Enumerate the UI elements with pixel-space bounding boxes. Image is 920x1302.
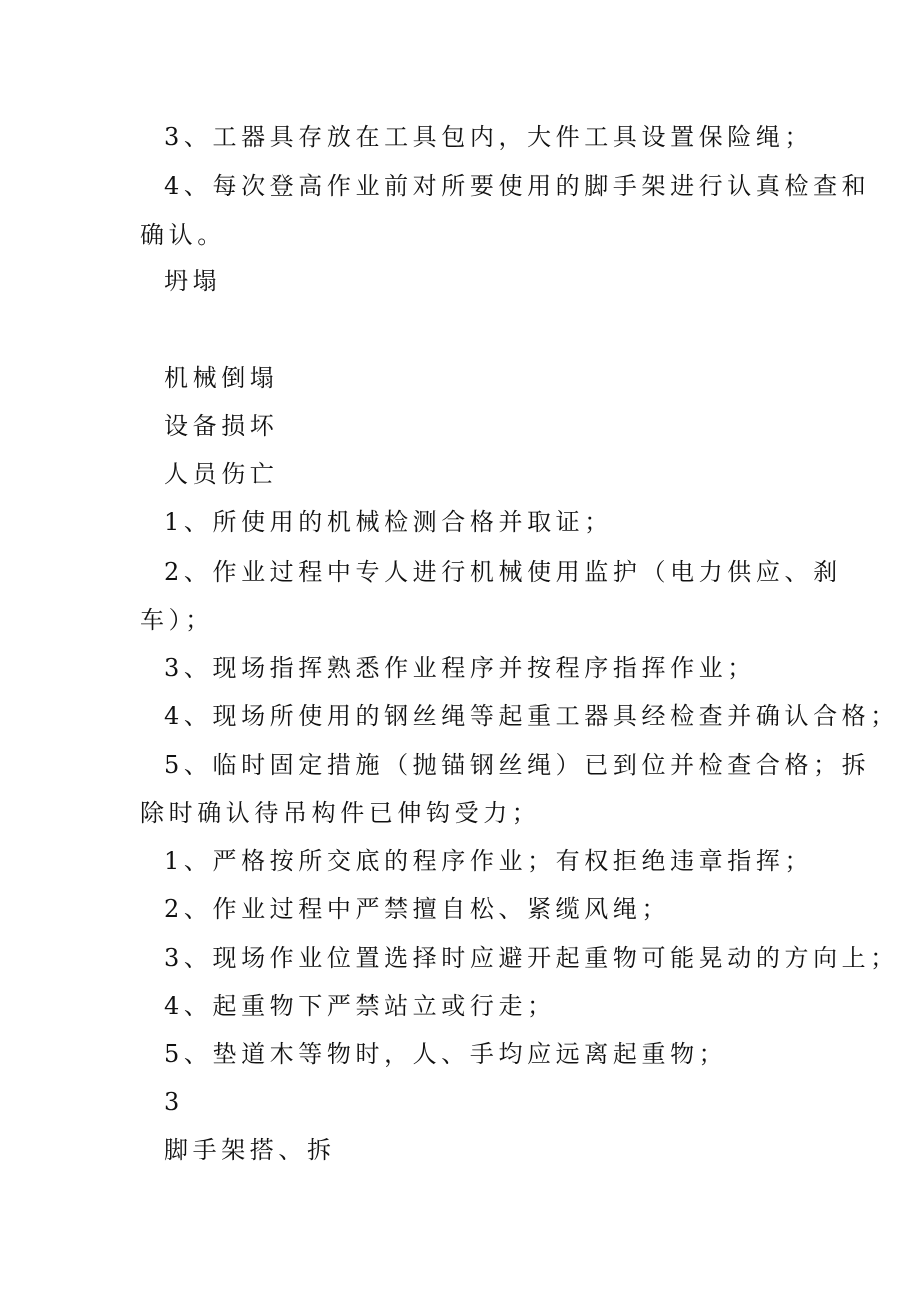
control-line-5: 5、临时固定措施（抛锚钢丝绳）已到位并检查合格；拆 (164, 751, 871, 779)
section-heading-collapse: 坍塌 (164, 267, 222, 295)
control-line-4: 4、现场所使用的钢丝绳等起重工器具经检查并确认合格； (164, 702, 899, 730)
hazard-item-3: 人员伤亡 (164, 460, 279, 488)
measure-line-2: 4、每次登高作业前对所要使用的脚手架进行认真检查和 (164, 172, 871, 200)
control-line-1: 1、所使用的机械检测合格并取证； (164, 508, 613, 536)
control-line-2: 2、作业过程中专人进行机械使用监护（电力供应、刹 (164, 558, 842, 586)
control-line-2-cont: 车）； (140, 606, 214, 634)
measure-line-2-cont: 确认。 (140, 221, 226, 249)
protect-line-4: 4、起重物下严禁站立或行走； (164, 992, 556, 1020)
protect-line-1: 1、严格按所交底的程序作业；有权拒绝违章指挥； (164, 847, 814, 875)
hazard-item-2: 设备损坏 (164, 412, 279, 440)
protect-line-5: 5、垫道木等物时，人、手均应远离起重物； (164, 1040, 728, 1068)
control-line-5-cont: 除时确认待吊构件已伸钩受力； (140, 799, 541, 827)
hazard-item-1: 机械倒塌 (164, 364, 279, 392)
section-heading-scaffold: 脚手架搭、拆 (164, 1136, 336, 1164)
protect-line-3: 3、现场作业位置选择时应避开起重物可能晃动的方向上； (164, 944, 899, 972)
measure-line-1: 3、工器具存放在工具包内，大件工具设置保险绳； (164, 123, 814, 151)
protect-line-2: 2、作业过程中严禁擅自松、紧缆风绳； (164, 895, 671, 923)
row-number: 3 (164, 1088, 184, 1116)
control-line-3: 3、现场指挥熟悉作业程序并按程序指挥作业； (164, 654, 756, 682)
